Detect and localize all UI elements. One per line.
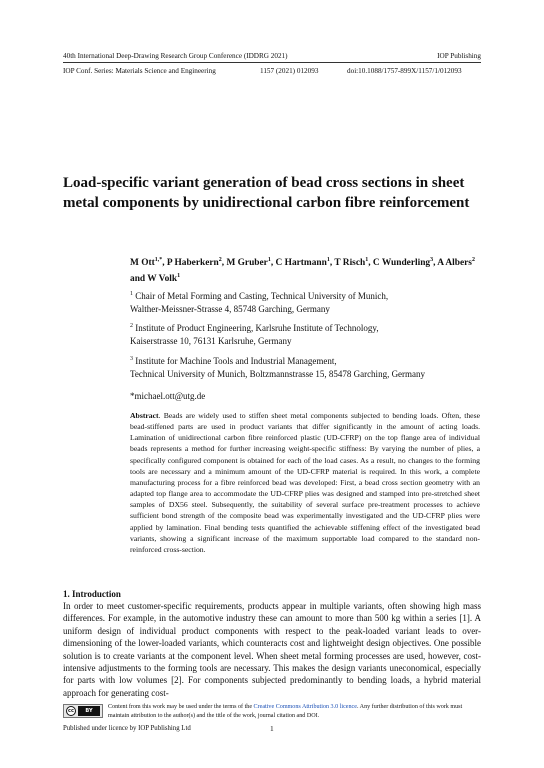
author-separator: and — [130, 274, 148, 285]
section-heading: 1. Introduction — [63, 589, 121, 599]
author-affiliation-mark: 1 — [326, 257, 330, 263]
author-list — [130, 254, 490, 286]
author-separator: , — [368, 258, 373, 269]
cc-by-icon: BY — [78, 706, 100, 716]
affiliation-line: Institute of Product Engineering, Karlsruhe Institute of Technology, — [135, 323, 379, 333]
author-name: M Gruber — [226, 258, 268, 269]
author-name: W Volk — [147, 274, 178, 285]
affiliation-line: Institute for Machine Tools and Industrial Management, — [135, 356, 337, 366]
author-affiliation-mark: 1 — [267, 257, 271, 263]
affiliation-1 — [130, 288, 490, 315]
author — [373, 258, 437, 268]
volume-info: 1157 (2021) 012093 — [260, 67, 319, 75]
author-affiliation-mark: 1 — [365, 257, 369, 263]
author-affiliation-mark: 1 — [177, 273, 181, 280]
section-body: In order to meet customer-specific requirements, products appear in multiple variants, often showing high mass differences. For example, in the automotive industry these can amount to more than 500 kg within a series [1]. A uniform design of individual product components with respect to the peak-loaded variant leads to over-dimensioning of the lower-loaded variants, which counteracts cost and lightweight design objectives. One possible solution is to create variants at the component level. When sheet metal forming processes are used, however, cost-intensive adjustments to the forming tools are necessary. This makes the design variants uneconomical, especially for parts with low volumes [2]. For components subjected predominantly to bending loads, a hybrid material approach for generating cost- — [63, 601, 481, 698]
cc-license-badge[interactable] — [63, 704, 103, 718]
license-link[interactable]: Creative Commons Attribution 3.0 licence — [253, 704, 357, 710]
author-name: P Haberkern — [166, 258, 219, 269]
license-text-pre: Content from this work may be used under the terms of the — [108, 704, 254, 710]
author — [130, 258, 167, 268]
abstract-label: Abstract — [130, 411, 159, 420]
affiliation-2 — [130, 320, 490, 347]
publisher-tag: IOP Publishing — [437, 52, 481, 60]
author-affiliation-mark: 1,* — [154, 257, 163, 263]
author-separator: , — [433, 258, 438, 269]
affiliation-line: Walther-Meissner-Strasse 4, 85748 Garching, Germany — [130, 303, 330, 314]
author-affiliation-mark: 3 — [430, 257, 434, 263]
author-separator: , — [221, 258, 227, 269]
author — [167, 258, 227, 268]
author — [276, 258, 335, 268]
abstract — [130, 410, 480, 555]
running-header — [63, 52, 481, 60]
affiliation-number: 2 — [130, 323, 133, 329]
author-separator: , — [162, 258, 167, 269]
affiliation-line: Chair of Metal Forming and Casting, Technical University of Munich, — [135, 291, 389, 301]
author — [147, 274, 180, 284]
author-separator: , — [329, 258, 335, 269]
page-number: 1 — [270, 724, 274, 733]
author-separator: , — [270, 258, 276, 269]
license-notice — [108, 703, 484, 721]
author-name: C Hartmann — [275, 258, 327, 269]
doi-text[interactable]: doi:10.1088/1757-899X/1157/1/012093 — [347, 67, 462, 75]
conference-name: 40th International Deep-Drawing Research Group Conference (IDDRG 2021) — [63, 52, 288, 60]
publisher-line: Published under licence by IOP Publishing Ltd — [63, 725, 191, 732]
citation-header — [63, 67, 481, 75]
affiliation-number: 1 — [130, 291, 133, 297]
abstract-text: . Beads are widely used to stiffen sheet metal components subjected to bending loads. Often, these bead-stiffened parts are used in product variants that differ significantly in the amount of acting loads. Lamination of unidirectional carbon fibre reinforced plastic (UD-CFRP) on the top flange area of individual beads represents a method for further increasing weight-specific stiffness: By varying the number of plies, a specifically configured component is obtained for each of the load cases. As a result, no changes to the forming tools are necessary and a minimum amount of the UD-CFRP material is required. In this work, a complete manufacturing process for a fibre reinforced bead was developed: First, a bead cross section geometry with an adapted top flange area to accommodate the UD-CFRP plies was designed and stamped into pre-stretched sheet samples of DX56 steel. Subsequently, the suitability of several surface pre-treatment processes to achieve sufficient bond strength of the composite bead was experimentally investigated and the UD-CFRP plies were applied by lamination. Final bending tests quantified the achievable stiffening effect of the investigated bead variants, showing a significant increase of the maximum supportable load compared to the standard non-reinforced cross-section. — [130, 411, 480, 554]
corresponding-email[interactable]: *michael.ott@utg.de — [130, 391, 206, 401]
author-name: C Wunderling — [372, 258, 431, 269]
author-name: T Risch — [334, 258, 366, 269]
cc-icon: cc — [66, 706, 76, 716]
paper-title: Load-specific variant generation of bead cross sections in sheet metal components by unidirectional carbon fibre reinforcement — [63, 175, 470, 211]
author-name: M Ott — [130, 258, 155, 269]
affiliation-number: 3 — [130, 356, 133, 362]
header-rule — [63, 62, 481, 63]
affiliation-3 — [130, 353, 490, 380]
license-text-post: . Any further distribution of this work must maintain attribution to the author(s) and the title of the work, journal citation and DOI. — [108, 704, 463, 719]
series-name: IOP Conf. Series: Materials Science and Engineering — [63, 67, 216, 75]
author-affiliation-mark: 2 — [471, 257, 475, 263]
author-name: A Albers — [437, 258, 472, 269]
affiliation-line: Technical University of Munich, Boltzmannstrasse 15, 85478 Garching, Germany — [130, 368, 426, 379]
author — [226, 258, 275, 268]
affiliation-line: Kaiserstrasse 10, 76131 Karlsruhe, Germany — [130, 335, 292, 346]
author-affiliation-mark: 2 — [218, 257, 222, 263]
author — [334, 258, 373, 268]
